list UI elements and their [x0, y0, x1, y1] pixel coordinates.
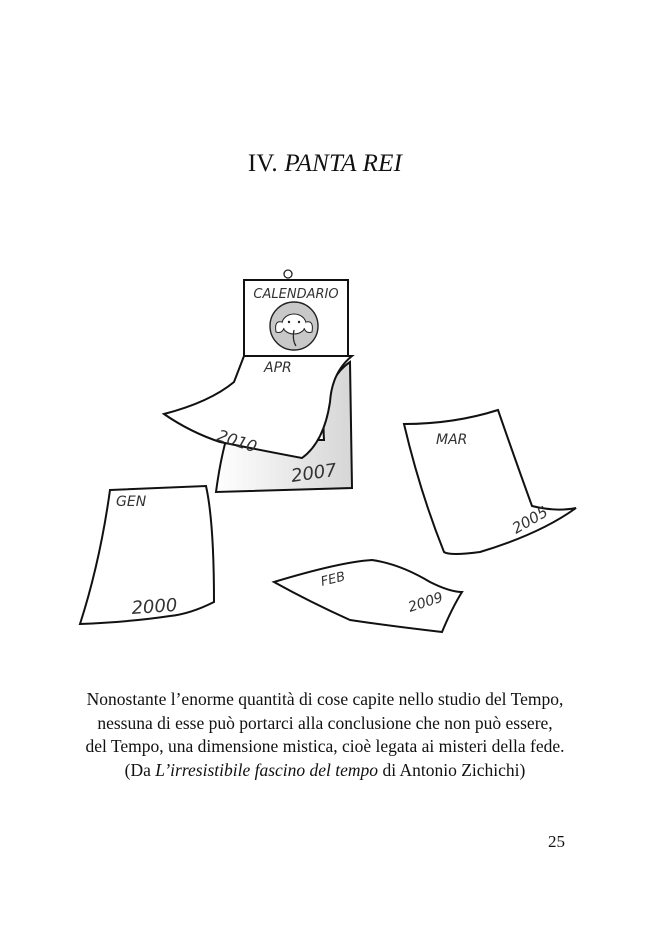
citation-suffix: di Antonio Zichichi) — [378, 759, 526, 780]
calendar-page-gen — [80, 486, 214, 624]
wall-calendar — [244, 270, 348, 356]
calendar-label: CALENDARIO — [253, 287, 339, 302]
page-month-gen: GEN — [116, 494, 147, 510]
page-month-mar: MAR — [436, 432, 468, 448]
page-year-2000: 2000 — [130, 594, 179, 619]
quote-line-3: del Tempo, una dimensione mistica, cioè legata ai misteri della fede. — [85, 736, 565, 756]
elephant-icon — [270, 302, 318, 350]
quote-line-1: Nonostante l’enorme quantità di cose capite nello studio del Tempo, — [86, 689, 564, 709]
calendar-illustration — [70, 262, 590, 642]
chapter-numeral: IV. — [247, 150, 278, 177]
citation-prefix: (Da — [124, 759, 156, 780]
page-number: 25 — [548, 832, 565, 851]
page-month-feb: FEB — [319, 569, 347, 590]
chapter-name: PANTA REI — [284, 150, 403, 177]
calendar-page-feb — [274, 560, 462, 632]
page-year-2005: 2005 — [509, 502, 552, 538]
calendar-page-mar — [404, 410, 576, 554]
citation-title: L’irresistibile fascino del tempo — [155, 759, 379, 780]
quote-citation — [0, 759, 650, 783]
page-year-2010: 2010 — [214, 425, 260, 457]
quote-line-2: nessuna di esse può portarci alla conclusione che non può essere, — [97, 712, 553, 733]
page-month-apr: APR — [264, 360, 292, 376]
chapter-title — [0, 150, 650, 178]
page-year-2007: 2007 — [289, 459, 339, 487]
epigraph-quote — [0, 688, 650, 782]
page-year-2009: 2009 — [406, 589, 446, 616]
